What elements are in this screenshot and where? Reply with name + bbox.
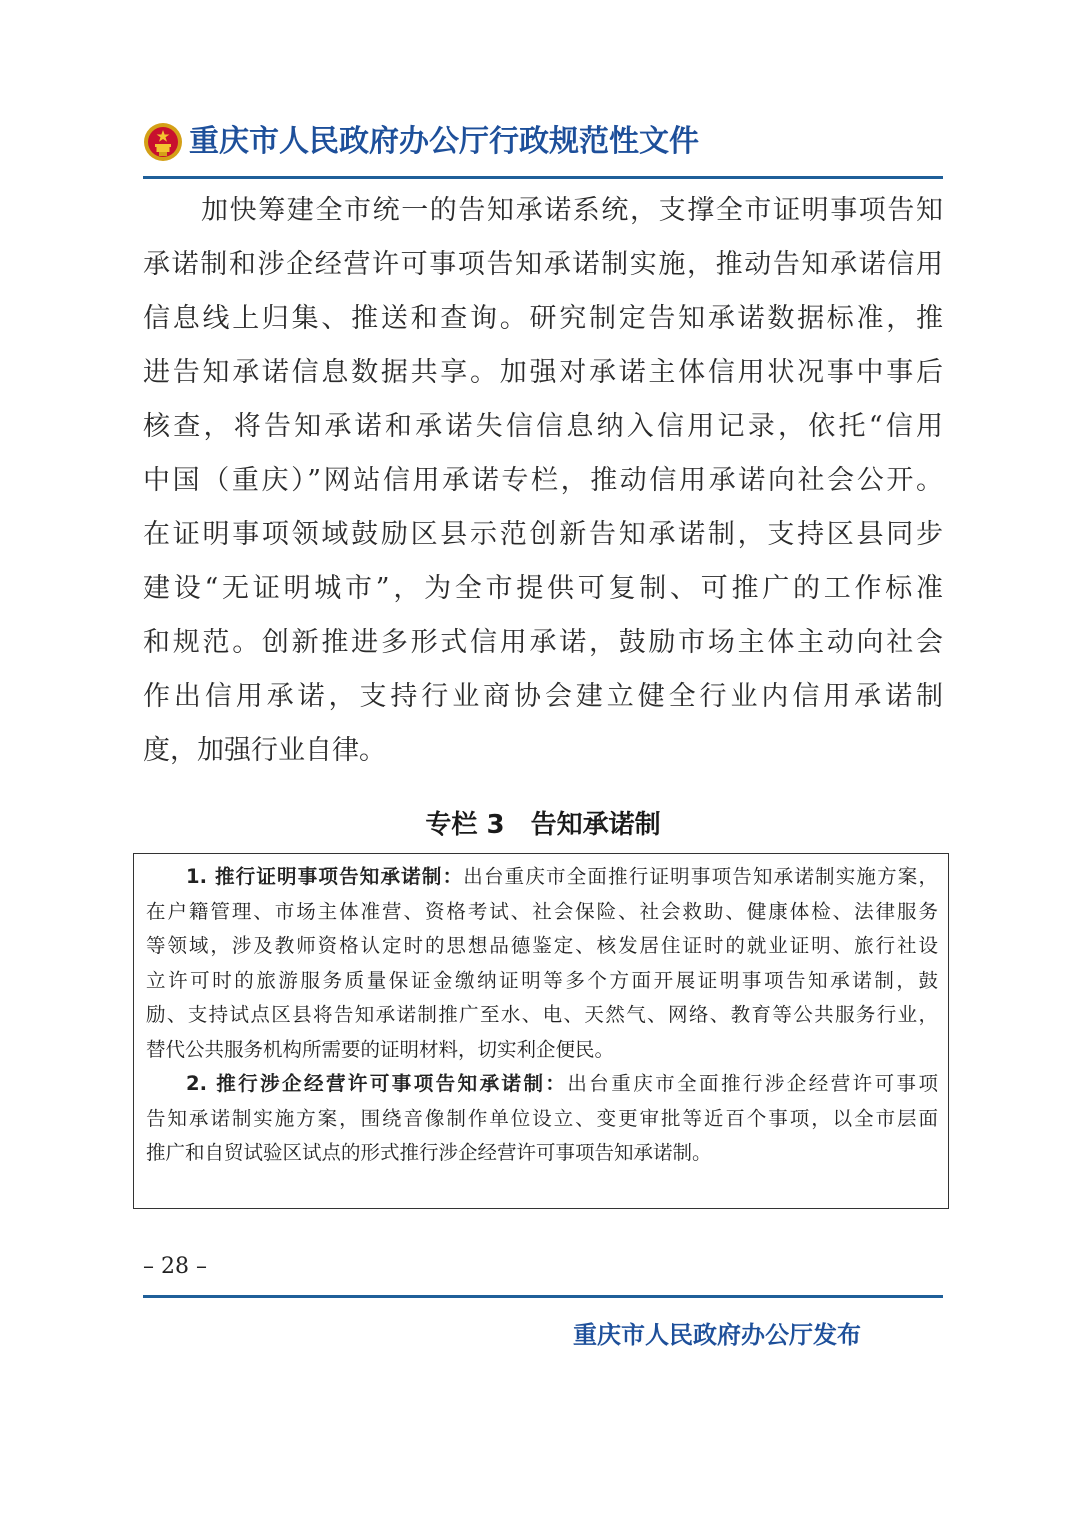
body-line: 信息线上归集、推送和查询。研究制定告知承诺数据标准，推 xyxy=(143,303,943,334)
header-title: 重庆市人民政府办公厅行政规范性文件 xyxy=(189,124,699,159)
page-number: – 28 – xyxy=(143,1254,207,1279)
body-line: 度，加强行业自律。 xyxy=(143,735,386,766)
item1-first-line xyxy=(146,860,938,895)
item1-first-text: 出台重庆市全面推行证明事项告知承诺制实施方案， xyxy=(463,865,938,888)
item1-line: 替代公共服务机构所需要的证明材料，切实利企便民。 xyxy=(146,1037,615,1061)
item2-line: 告知承诺制实施方案，围绕音像制作单位设立、变更审批等近百个事项，以全市层面 xyxy=(146,1106,938,1130)
body-line: 在证明事项领域鼓励区县示范创新告知承诺制，支持区县同步 xyxy=(143,519,943,550)
footer-divider xyxy=(143,1295,943,1298)
item2-line: 推广和自贸试验区试点的形式推行涉企经营许可事项告知承诺制。 xyxy=(146,1141,712,1164)
item1-line: 在户籍管理、市场主体准营、资格考试、社会保险、社会救助、健康体检、法律服务 xyxy=(146,899,938,923)
body-line: 核查，将告知承诺和承诺失信信息纳入信用记录，依托“信用 xyxy=(143,411,943,442)
header-divider xyxy=(143,176,943,179)
item1-line: 立许可时的旅游服务质量保证金缴纳证明等多个方面开展证明事项告知承诺制，鼓 xyxy=(146,968,938,992)
column-box xyxy=(133,853,949,1209)
body-line: 承诺制和涉企经营许可事项告知承诺制实施，推动告知承诺信用 xyxy=(143,249,943,280)
item1-line: 励、支持试点区县将告知承诺制推广至水、电、天然气、网络、教育等公共服务行业， xyxy=(146,1003,938,1026)
body-line: 加快筹建全市统一的告知承诺系统，支撑全市证明事项告知 xyxy=(201,195,943,226)
item2-first-line xyxy=(146,1067,938,1102)
item2-first-text: 出台重庆市全面推行涉企经营许可事项 xyxy=(567,1072,938,1095)
body-line: 建设“无证明城市”，为全市提供可复制、可推广的工作标准 xyxy=(143,573,943,604)
item1-line: 等领域，涉及教师资格认定时的思想品德鉴定、核发居住证时的就业证明、旅行社设 xyxy=(146,934,938,957)
body-line: 进告知承诺信息数据共享。加强对承诺主体信用状况事中事后 xyxy=(143,357,943,388)
document-header xyxy=(143,118,943,170)
body-line: 和规范。创新推进多形式信用承诺，鼓励市场主体主动向社会 xyxy=(143,627,943,658)
item2-heading: 2. 推行涉企经营许可事项告知承诺制： xyxy=(186,1072,568,1095)
body-line: 中国（重庆）”网站信用承诺专栏，推动信用承诺向社会公开。 xyxy=(143,465,943,496)
footer-publisher: 重庆市人民政府办公厅发布 xyxy=(573,1320,861,1349)
body-line: 作出信用承诺，支持行业商协会建立健全行业内信用承诺制 xyxy=(143,681,943,712)
national-emblem-icon xyxy=(143,122,183,162)
item1-heading: 1. 推行证明事项告知承诺制： xyxy=(186,865,464,888)
body-paragraph xyxy=(143,184,943,778)
column-title: 专栏 3 告知承诺制 xyxy=(425,810,661,840)
